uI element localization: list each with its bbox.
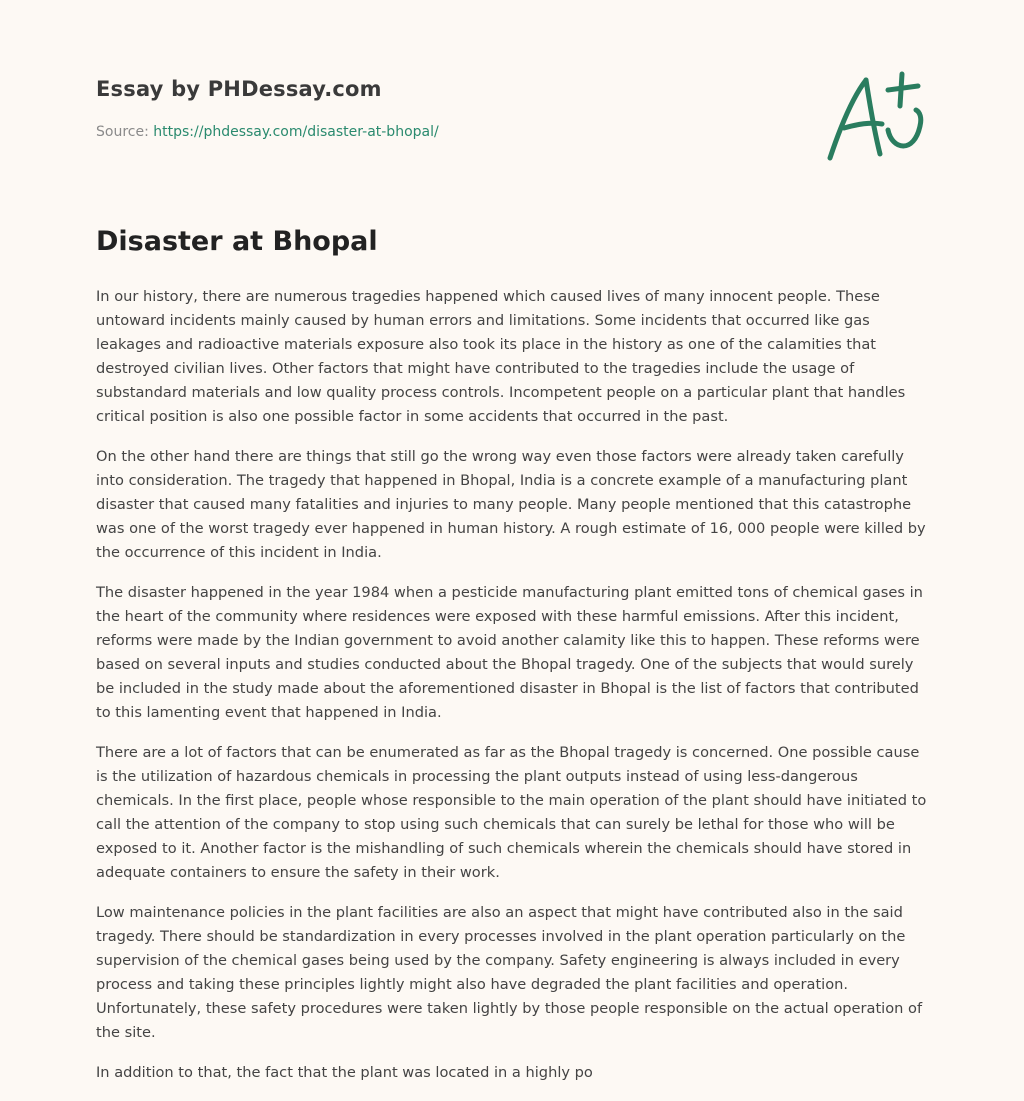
site-brand: Essay by PHDessay.com (96, 77, 382, 101)
essay-title: Disaster at Bhopal (96, 226, 378, 257)
essay-paragraph: In our history, there are numerous tragedies happened which caused lives of many innocent people. These untoward incidents mainly caused by human errors and limitations. Some incidents that occurred like gas leakages and radioactive materials exposure also took its place in the history as one of the calamities that destroyed civilian lives. Other factors that might have contributed to the tragedies include the usage of substandard materials and low quality process controls. Incompetent people on a particular plant that handles critical position is also one possible factor in some accidents that occurred in the past. (96, 288, 906, 425)
essay-body (96, 285, 928, 1101)
essay-paragraph: Low maintenance policies in the plant facilities are also an aspect that might have contributed also in the said tragedy. There should be standardization in every processes involved in the plant operation particularly on the supervision of the chemical gases being used by the company. Safety engineering is always included in every process and taking these principles lightly might also have degraded the plant facilities and operation. Unfortunately, these safety procedures were taken lightly by those people responsible on the actual operation of the site. (96, 904, 923, 1041)
essay-paragraph: There are a lot of factors that can be enumerated as far as the Bhopal tragedy is concerned. One possible cause is the utilization of hazardous chemicals in processing the plant outputs instead of using less-dangerous chemicals. In the first place, people whose responsible to the main operation of the plant should have initiated to call the attention of the company to stop using such chemicals that can surely be lethal for those who will be exposed to it. Another factor is the mishandling of such chemicals wherein the chemicals should have stored in adequate containers to ensure the safety in their work. (96, 744, 927, 881)
essay-paragraph: On the other hand there are things that still go the wrong way even those factors were already taken carefully into consideration. The tragedy that happened in Bhopal, India is a concrete example of a manufacturing plant disaster that caused many fatalities and injuries to many people. Many people mentioned that this catastrophe was one of the worst tragedy ever happened in human history. A rough estimate of 16, 000 people were killed by the occurrence of this incident in India. (96, 448, 926, 561)
source-link[interactable]: https://phdessay.com/disaster-at-bhopal/ (153, 124, 439, 140)
essay-paragraph: The disaster happened in the year 1984 when a pesticide manufacturing plant emitted tons of chemical gases in the heart of the community where residences were exposed with these harmful emissions. After this incident, reforms were made by the Indian government to avoid another calamity like this to happen. These reforms were based on several inputs and studies conducted about the Bhopal tragedy. One of the subjects that would surely be included in the study made about the aforementioned disaster in Bhopal is the list of factors that contributed to this lamenting event that happened in India. (96, 584, 923, 721)
essay-paragraph: In addition to that, the fact that the plant was located in a highly po (96, 1064, 593, 1081)
source-line (96, 124, 439, 140)
a-plus-grade-icon (822, 66, 928, 166)
source-label: Source: (96, 124, 149, 140)
